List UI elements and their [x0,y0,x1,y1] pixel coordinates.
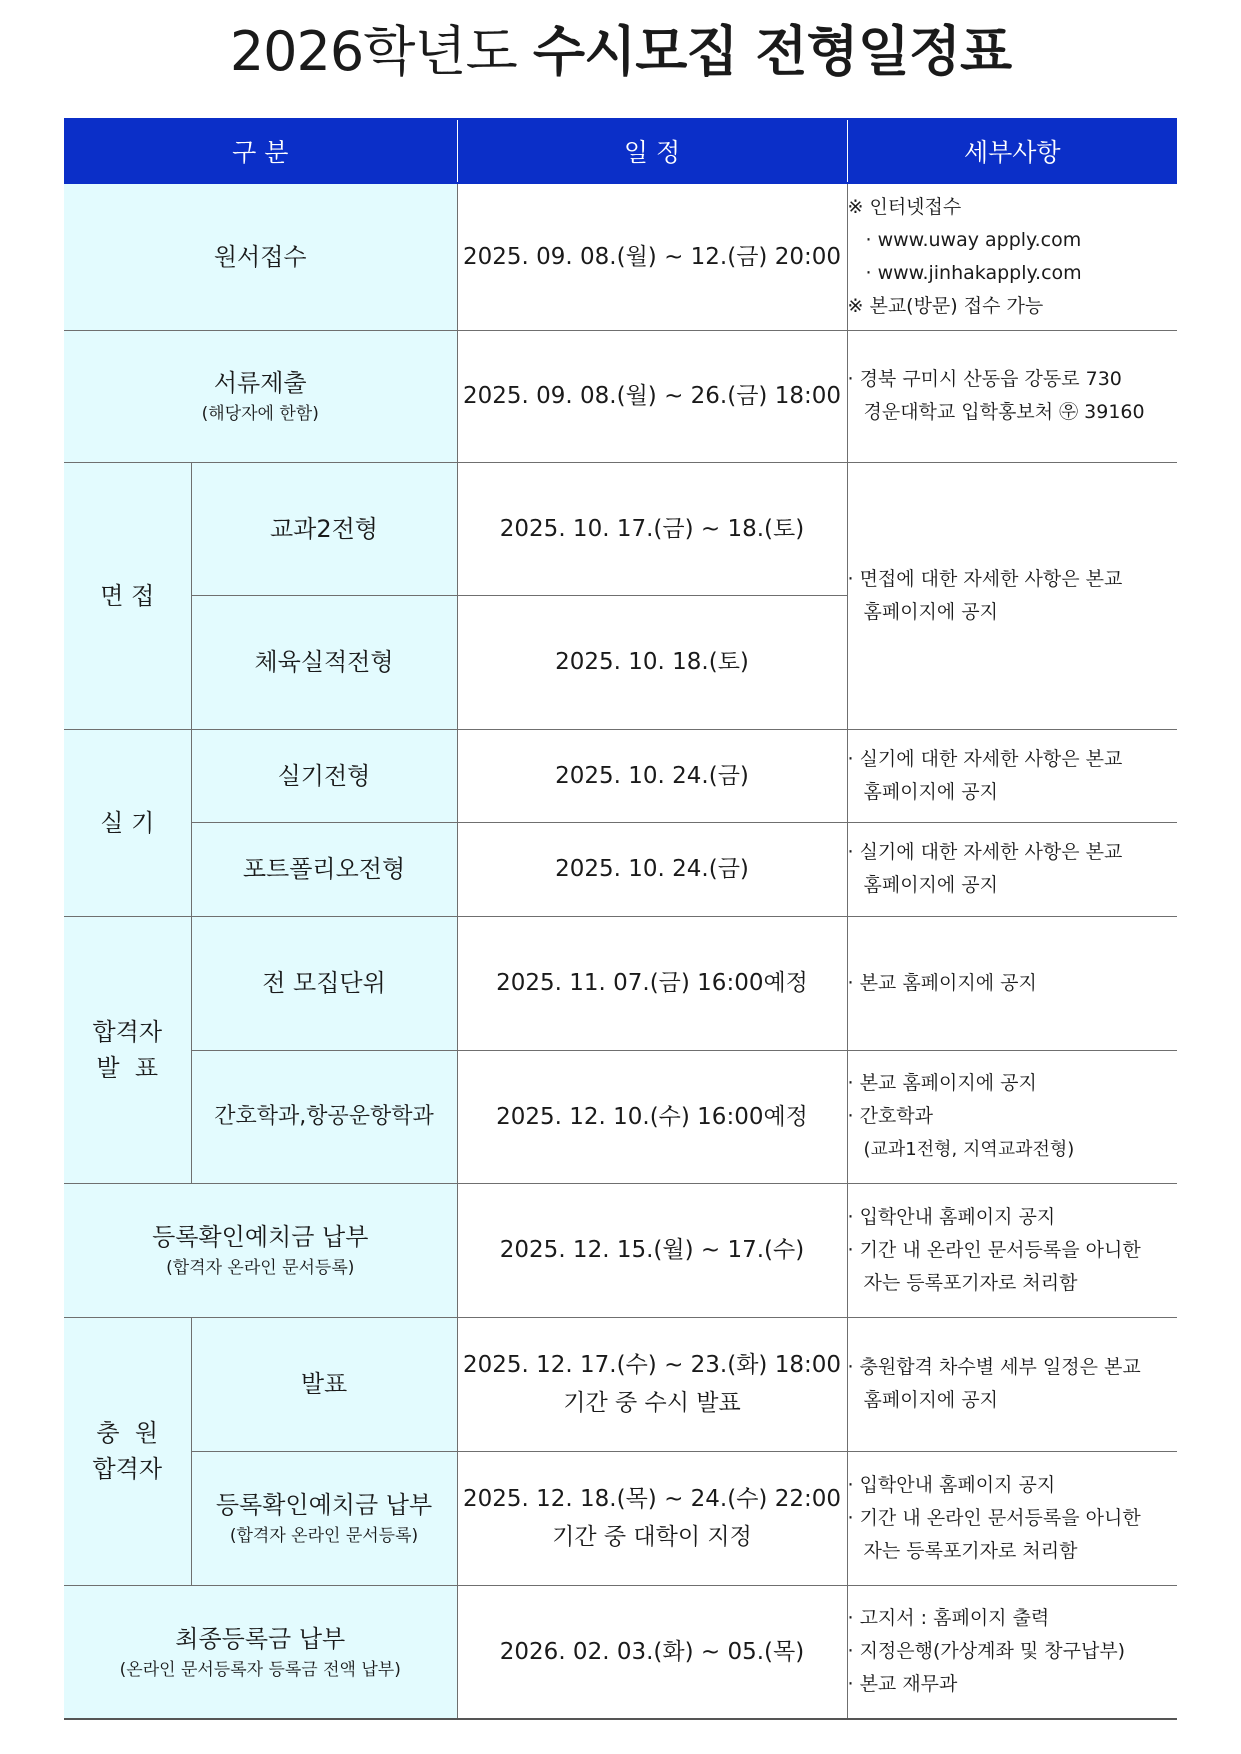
deposit-label-text: 등록확인예치금 납부 [152,1223,369,1251]
final-details [847,1585,1177,1719]
practical-date-2: 2025. 10. 24.(금) [457,822,847,916]
results-label-1: 전 모집단위 [191,916,457,1050]
results-group-line1: 합격자 [92,1017,163,1046]
additional-sub-2: (합격자 온라인 문서등록) [229,1526,419,1546]
detail-line: · 본교 재무과 [847,1673,958,1696]
table-row-practical-2 [64,822,1177,916]
detail-line: ※ 본교(방문) 접수 가능 [847,294,1044,317]
practical-details-1 [847,729,1177,822]
detail-link-uway[interactable]: · www.uway apply.com [865,228,1082,251]
detail-line: · 경북 구미시 산동읍 강동로 730 [847,368,1122,390]
detail-line: · 실기에 대한 자세한 사항은 본교 [847,747,1123,770]
interview-details [847,462,1177,729]
additional-date-1-line1: 2025. 12. 17.(수) ~ 23.(화) 18:00 [462,1352,841,1378]
header-schedule: 일 정 [457,119,847,183]
detail-line: 홈페이지에 공지 [863,780,999,803]
header-category: 구 분 [64,119,457,183]
table-row-additional-1 [64,1317,1177,1451]
results-date-2: 2025. 12. 10.(수) 16:00예정 [457,1050,847,1183]
detail-line: · 입학안내 홈페이지 공지 [847,1473,1056,1496]
detail-line: 홈페이지에 공지 [863,874,999,896]
final-date: 2026. 02. 03.(화) ~ 05.(목) [457,1585,847,1719]
detail-line: · 지정은행(가상계좌 및 창구납부) [847,1640,1126,1663]
practical-details-2 [847,822,1177,916]
results-label-2: 간호학과,항공운항학과 [191,1050,457,1183]
final-sub: (온라인 문서등록자 등록금 전액 납부) [119,1659,401,1680]
detail-line: · 입학안내 홈페이지 공지 [847,1205,1056,1228]
table-row-final [64,1585,1177,1719]
additional-label-1: 발표 [191,1317,457,1451]
documents-details [847,330,1177,462]
results-details-1 [847,916,1177,1050]
application-date: 2025. 09. 08.(월) ~ 12.(금) 20:00 [457,183,847,330]
documents-date: 2025. 09. 08.(월) ~ 26.(금) 18:00 [457,330,847,462]
documents-sub: (해당자에 한함) [201,404,319,424]
results-date-1: 2025. 11. 07.(금) 16:00예정 [457,916,847,1050]
detail-line: 홈페이지에 공지 [863,600,999,623]
detail-line: (교과1전형, 지역교과전형) [863,1139,1075,1160]
table-row-deposit [64,1183,1177,1317]
application-details [847,183,1177,330]
additional-date-1 [457,1317,847,1451]
practical-label-1: 실기전형 [191,729,457,822]
interview-date-2: 2025. 10. 18.(토) [457,595,847,729]
table-row-application [64,183,1177,330]
table-row-results-2 [64,1050,1177,1183]
additional-group [64,1317,191,1585]
detail-line: · 고지서 : 홈페이지 출력 [847,1607,1050,1630]
detail-link-jinhak[interactable]: · www.jinhakapply.com [865,261,1082,284]
deposit-sub: (합격자 온라인 문서등록) [166,1258,355,1278]
deposit-date: 2025. 12. 15.(월) ~ 17.(수) [457,1183,847,1317]
detail-line: · 본교 홈페이지에 공지 [847,1072,1037,1094]
detail-line: · 기간 내 온라인 문서등록을 아니한 [847,1238,1141,1261]
additional-date-2-line2: 기간 중 대학이 지정 [552,1524,752,1550]
interview-label-2: 체육실적전형 [191,595,457,729]
page-title [0,12,1241,92]
detail-line: 경운대학교 입학홍보처 ㉾ 39160 [863,401,1145,423]
deposit-details [847,1183,1177,1317]
detail-line: ※ 인터넷접수 [847,195,962,218]
final-label [64,1585,457,1719]
title-main: 수시모집 전형일정표 [532,20,1012,83]
additional-group-line2: 합격자 [92,1455,163,1483]
additional-date-2 [457,1451,847,1585]
application-label-text: 원서접수 [213,242,307,271]
practical-group: 실 기 [64,729,191,916]
detail-line: · 실기에 대한 자세한 사항은 본교 [847,841,1123,863]
interview-date-1: 2025. 10. 17.(금) ~ 18.(토) [457,462,847,595]
detail-line: · 간호학과 [847,1105,933,1127]
practical-label-2: 포트폴리오전형 [191,822,457,916]
table-row-results-1 [64,916,1177,1050]
additional-group-line1: 충 원 [96,1419,159,1447]
additional-label-2-text: 등록확인예치금 납부 [215,1491,433,1519]
detail-line: 자는 등록포기자로 처리함 [863,1271,1078,1294]
detail-line: 자는 등록포기자로 처리함 [863,1539,1078,1562]
table-row-additional-2 [64,1451,1177,1585]
additional-date-2-line1: 2025. 12. 18.(목) ~ 24.(수) 22:00 [462,1486,841,1512]
application-label [64,183,457,330]
detail-line: · 본교 홈페이지에 공지 [847,971,1037,994]
header-row [64,119,1177,183]
documents-label [64,330,457,462]
results-group-line2: 발 표 [96,1053,159,1082]
interview-group: 면 접 [64,462,191,729]
additional-label-2 [191,1451,457,1585]
additional-details-1 [847,1317,1177,1451]
results-group [64,916,191,1183]
interview-label-1: 교과2전형 [191,462,457,595]
detail-line: 홈페이지에 공지 [863,1389,999,1411]
schedule-table [64,118,1177,1720]
table-row-practical-1 [64,729,1177,822]
additional-date-1-line2: 기간 중 수시 발표 [563,1390,741,1416]
final-label-text: 최종등록금 납부 [175,1624,346,1653]
table-row-interview-1 [64,462,1177,595]
deposit-label [64,1183,457,1317]
title-year: 2026학년도 [229,20,517,83]
detail-line: · 기간 내 온라인 문서등록을 아니한 [847,1506,1141,1529]
documents-label-text: 서류제출 [213,369,307,397]
table-row-documents [64,330,1177,462]
header-details: 세부사항 [847,119,1177,183]
results-details-2 [847,1050,1177,1183]
practical-date-1: 2025. 10. 24.(금) [457,729,847,822]
additional-details-2 [847,1451,1177,1585]
detail-line: · 면접에 대한 자세한 사항은 본교 [847,567,1123,590]
detail-line: · 충원합격 차수별 세부 일정은 본교 [847,1356,1141,1378]
